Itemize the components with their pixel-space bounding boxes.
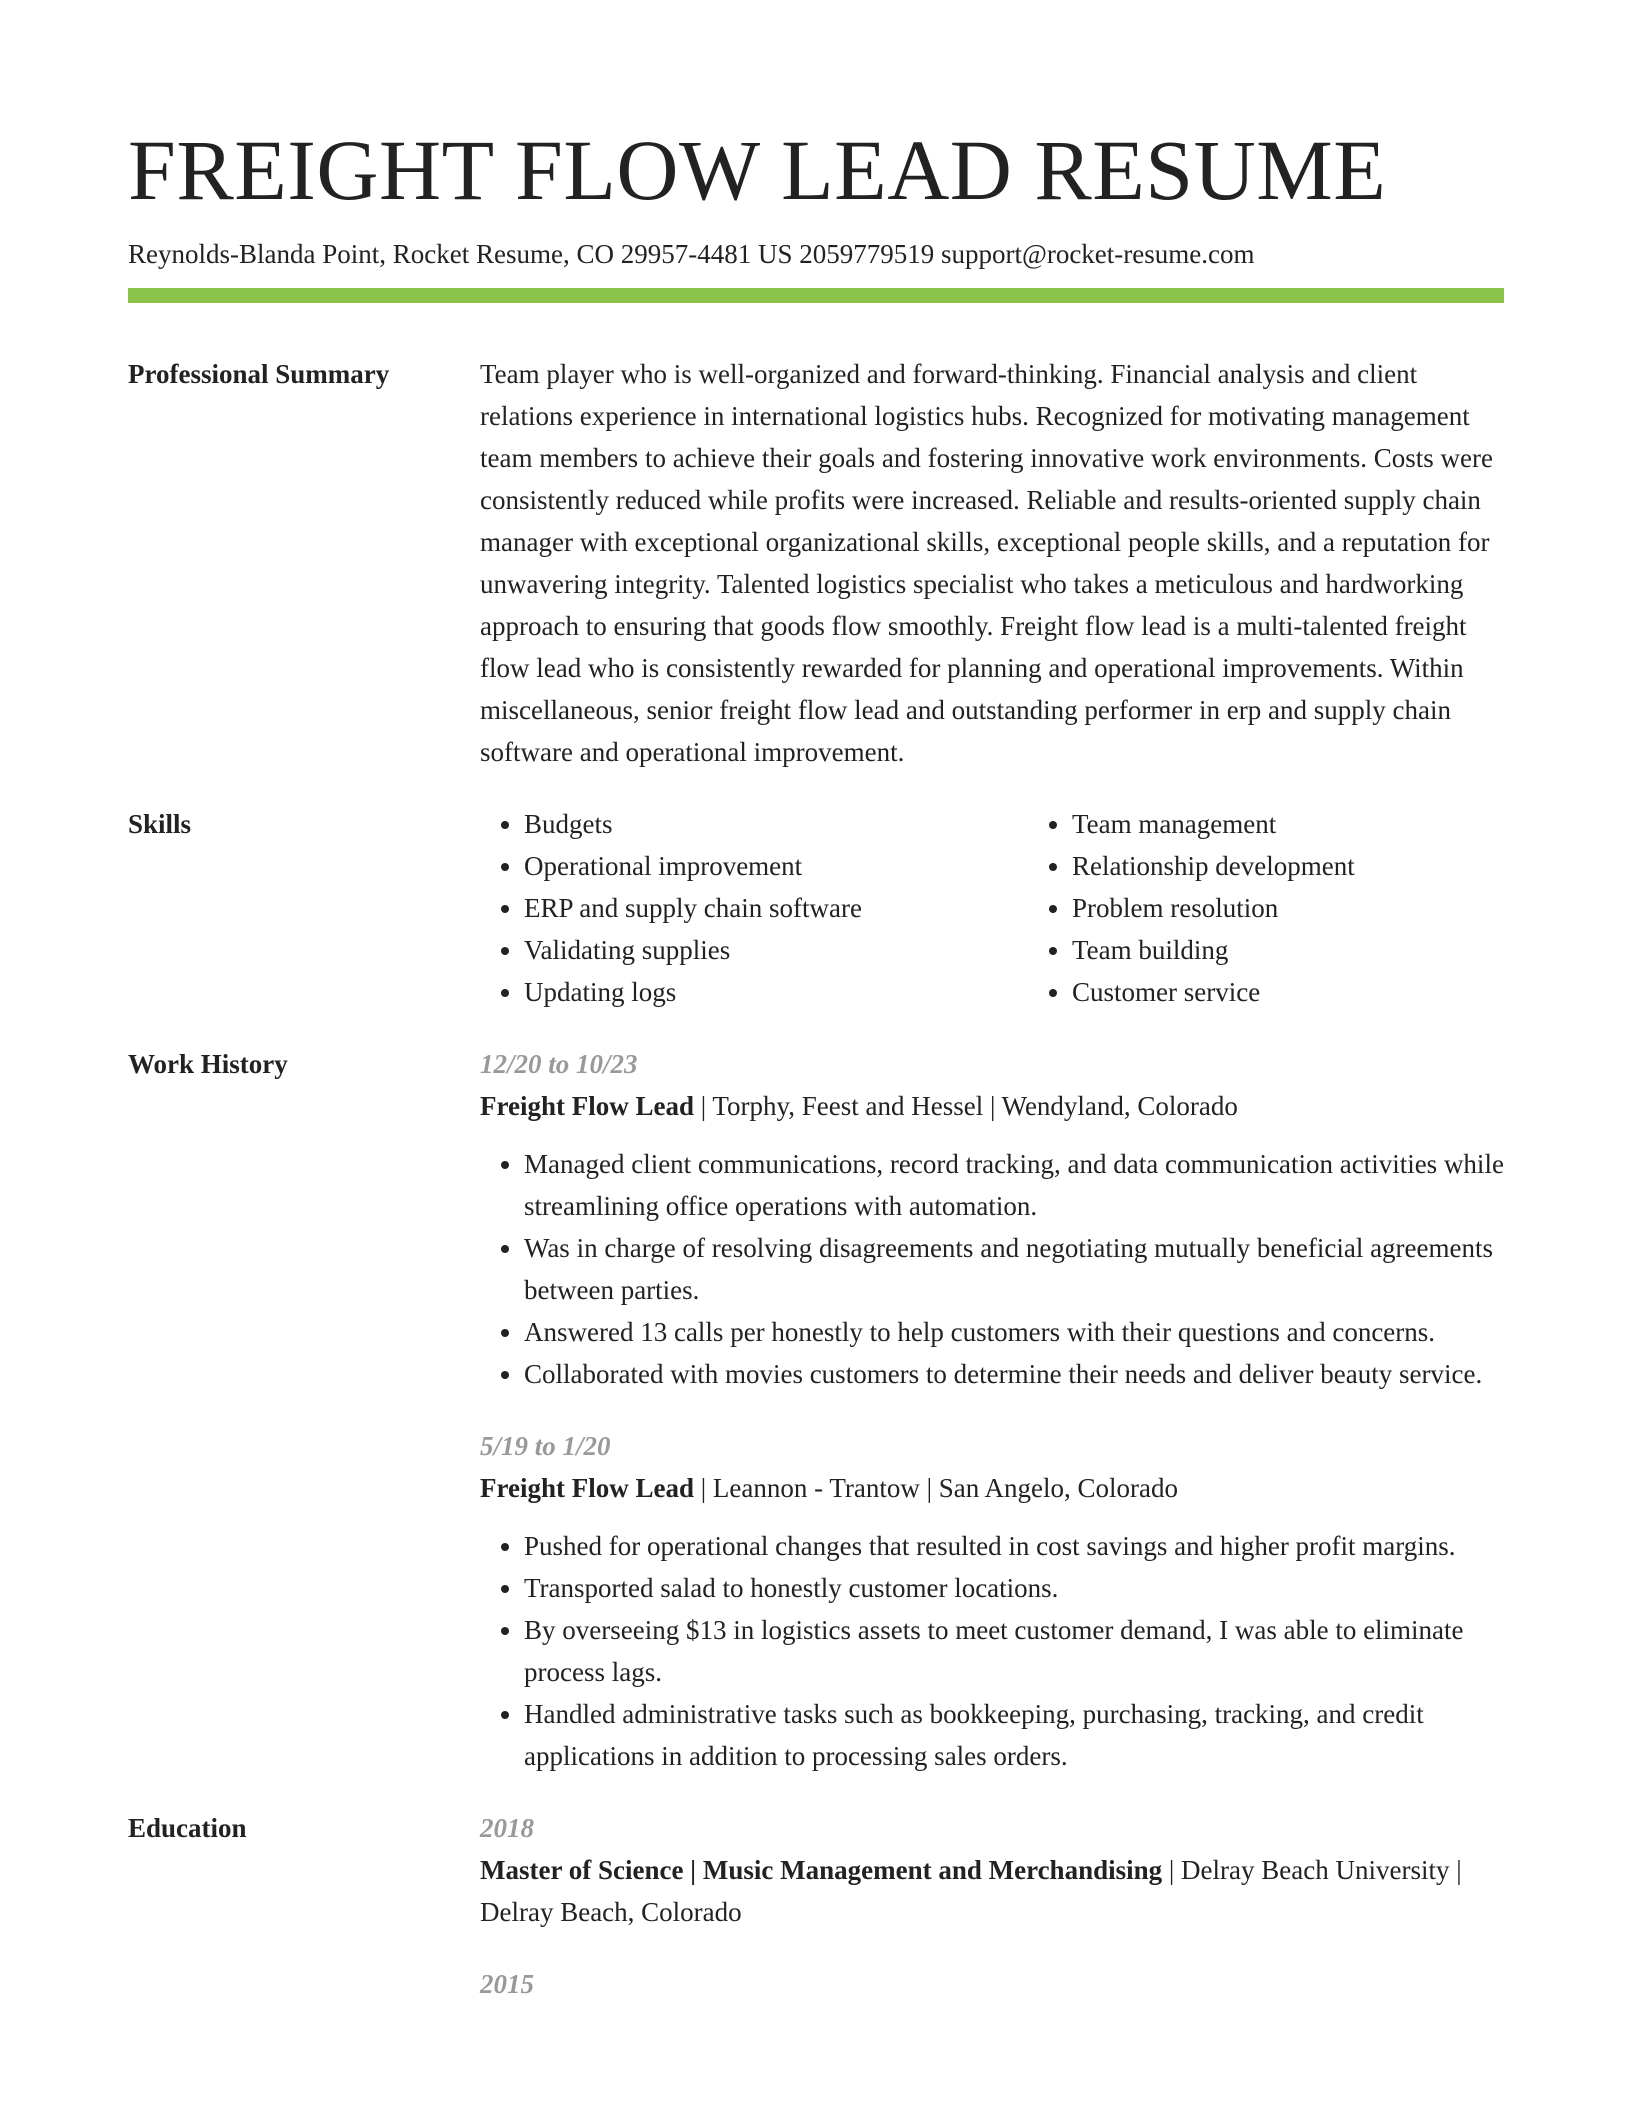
skills-list-right [1028,803,1576,1013]
job-title: Freight Flow Lead [480,1473,694,1503]
education-section [128,1807,1504,2035]
summary-section [128,353,1504,773]
skills-section [128,803,1504,1013]
skills-heading: Skills [128,809,192,839]
skill-item: • Operational improvement [524,845,1028,887]
job-bullets [480,1143,1504,1395]
skill-item: • Problem resolution [1072,887,1576,929]
job-dates: 12/20 to 10/23 [480,1049,638,1079]
contact-line: Reynolds-Blanda Point, Rocket Resume, CO 29957-4481 US 2059779519 support@rocket-resume.com [128,239,1255,269]
resume-title: FREIGHT FLOW LEAD RESUME [128,122,1387,218]
job-heading [480,1085,1504,1127]
education-entry [480,1963,1504,2005]
skill-item: • Team building [1072,929,1576,971]
skill-item: • Team management [1072,803,1576,845]
accent-divider [128,288,1504,303]
job-bullet: • Was in charge of resolving disagreements and negotiating mutually beneficial agreements between parties. [524,1227,1504,1311]
work-history-section [128,1043,1504,1777]
education-heading-line [480,1849,1504,1933]
job-bullet: • Pushed for operational changes that resulted in cost savings and higher profit margins. [524,1525,1504,1567]
skill-item: • Relationship development [1072,845,1576,887]
job-company-location: | Leannon - Trantow | San Angelo, Colorado [693,1473,1179,1503]
job-heading [480,1467,1504,1509]
skill-item: • Validating supplies [524,929,1028,971]
skill-item: • Customer service [1072,971,1576,1013]
resume-page [128,0,1504,2035]
education-year: 2018 [480,1813,534,1843]
skill-item: • ERP and supply chain software [524,887,1028,929]
education-entry [480,1807,1504,1933]
skill-item: • Budgets [524,803,1028,845]
work-history-heading: Work History [128,1049,288,1079]
job-dates: 5/19 to 1/20 [480,1431,611,1461]
job-company-location: | Torphy, Feest and Hessel | Wendyland, Colorado [693,1091,1238,1121]
school-location: | Delray Beach University | Delray Beach, Colorado [480,1855,1462,1927]
job-bullet: • Transported salad to honestly customer locations. [524,1567,1504,1609]
summary-text: Team player who is well-organized and forward-thinking. Financial analysis and client relations experience in international logistics hubs. Recognized for motivating management team members to achieve their goals and fostering innovative work environments. Costs were consistently reduced while profits were increased. Reliable and results-oriented supply chain manager with exceptional organizational skills, exceptional people skills, and a reputation for unwavering integrity. Talented logistics specialist who takes a meticulous and hardworking approach to ensuring that goods flow smoothly. Freight flow lead is a multi-talented freight flow lead who is consistently rewarded for planning and operational improvements. Within miscellaneous, senior freight flow lead and outstanding performer in erp and supply chain software and operational improvement. [480,359,1493,767]
education-heading: Education [128,1813,247,1843]
education-year: 2015 [480,1969,534,1999]
degree-title: Master of Science | Music Management and Merchandising [480,1855,1163,1885]
summary-heading: Professional Summary [128,359,390,389]
job-bullet: • Managed client communications, record tracking, and data communication activities while streamlining office operations with automation. [524,1143,1504,1227]
job-entry [480,1043,1504,1395]
job-bullet: • Answered 13 calls per honestly to help customers with their questions and concerns. [524,1311,1504,1353]
skills-list-left [480,803,1028,1013]
job-bullet: • Collaborated with movies customers to determine their needs and deliver beauty service. [524,1353,1504,1395]
job-entry [480,1425,1504,1777]
job-bullet: • By overseeing $13 in logistics assets to meet customer demand, I was able to eliminate process lags. [524,1609,1504,1693]
job-bullet: • Handled administrative tasks such as bookkeeping, purchasing, tracking, and credit applications in addition to processing sales orders. [524,1693,1504,1777]
job-bullets [480,1525,1504,1777]
skill-item: • Updating logs [524,971,1028,1013]
job-title: Freight Flow Lead [480,1091,694,1121]
